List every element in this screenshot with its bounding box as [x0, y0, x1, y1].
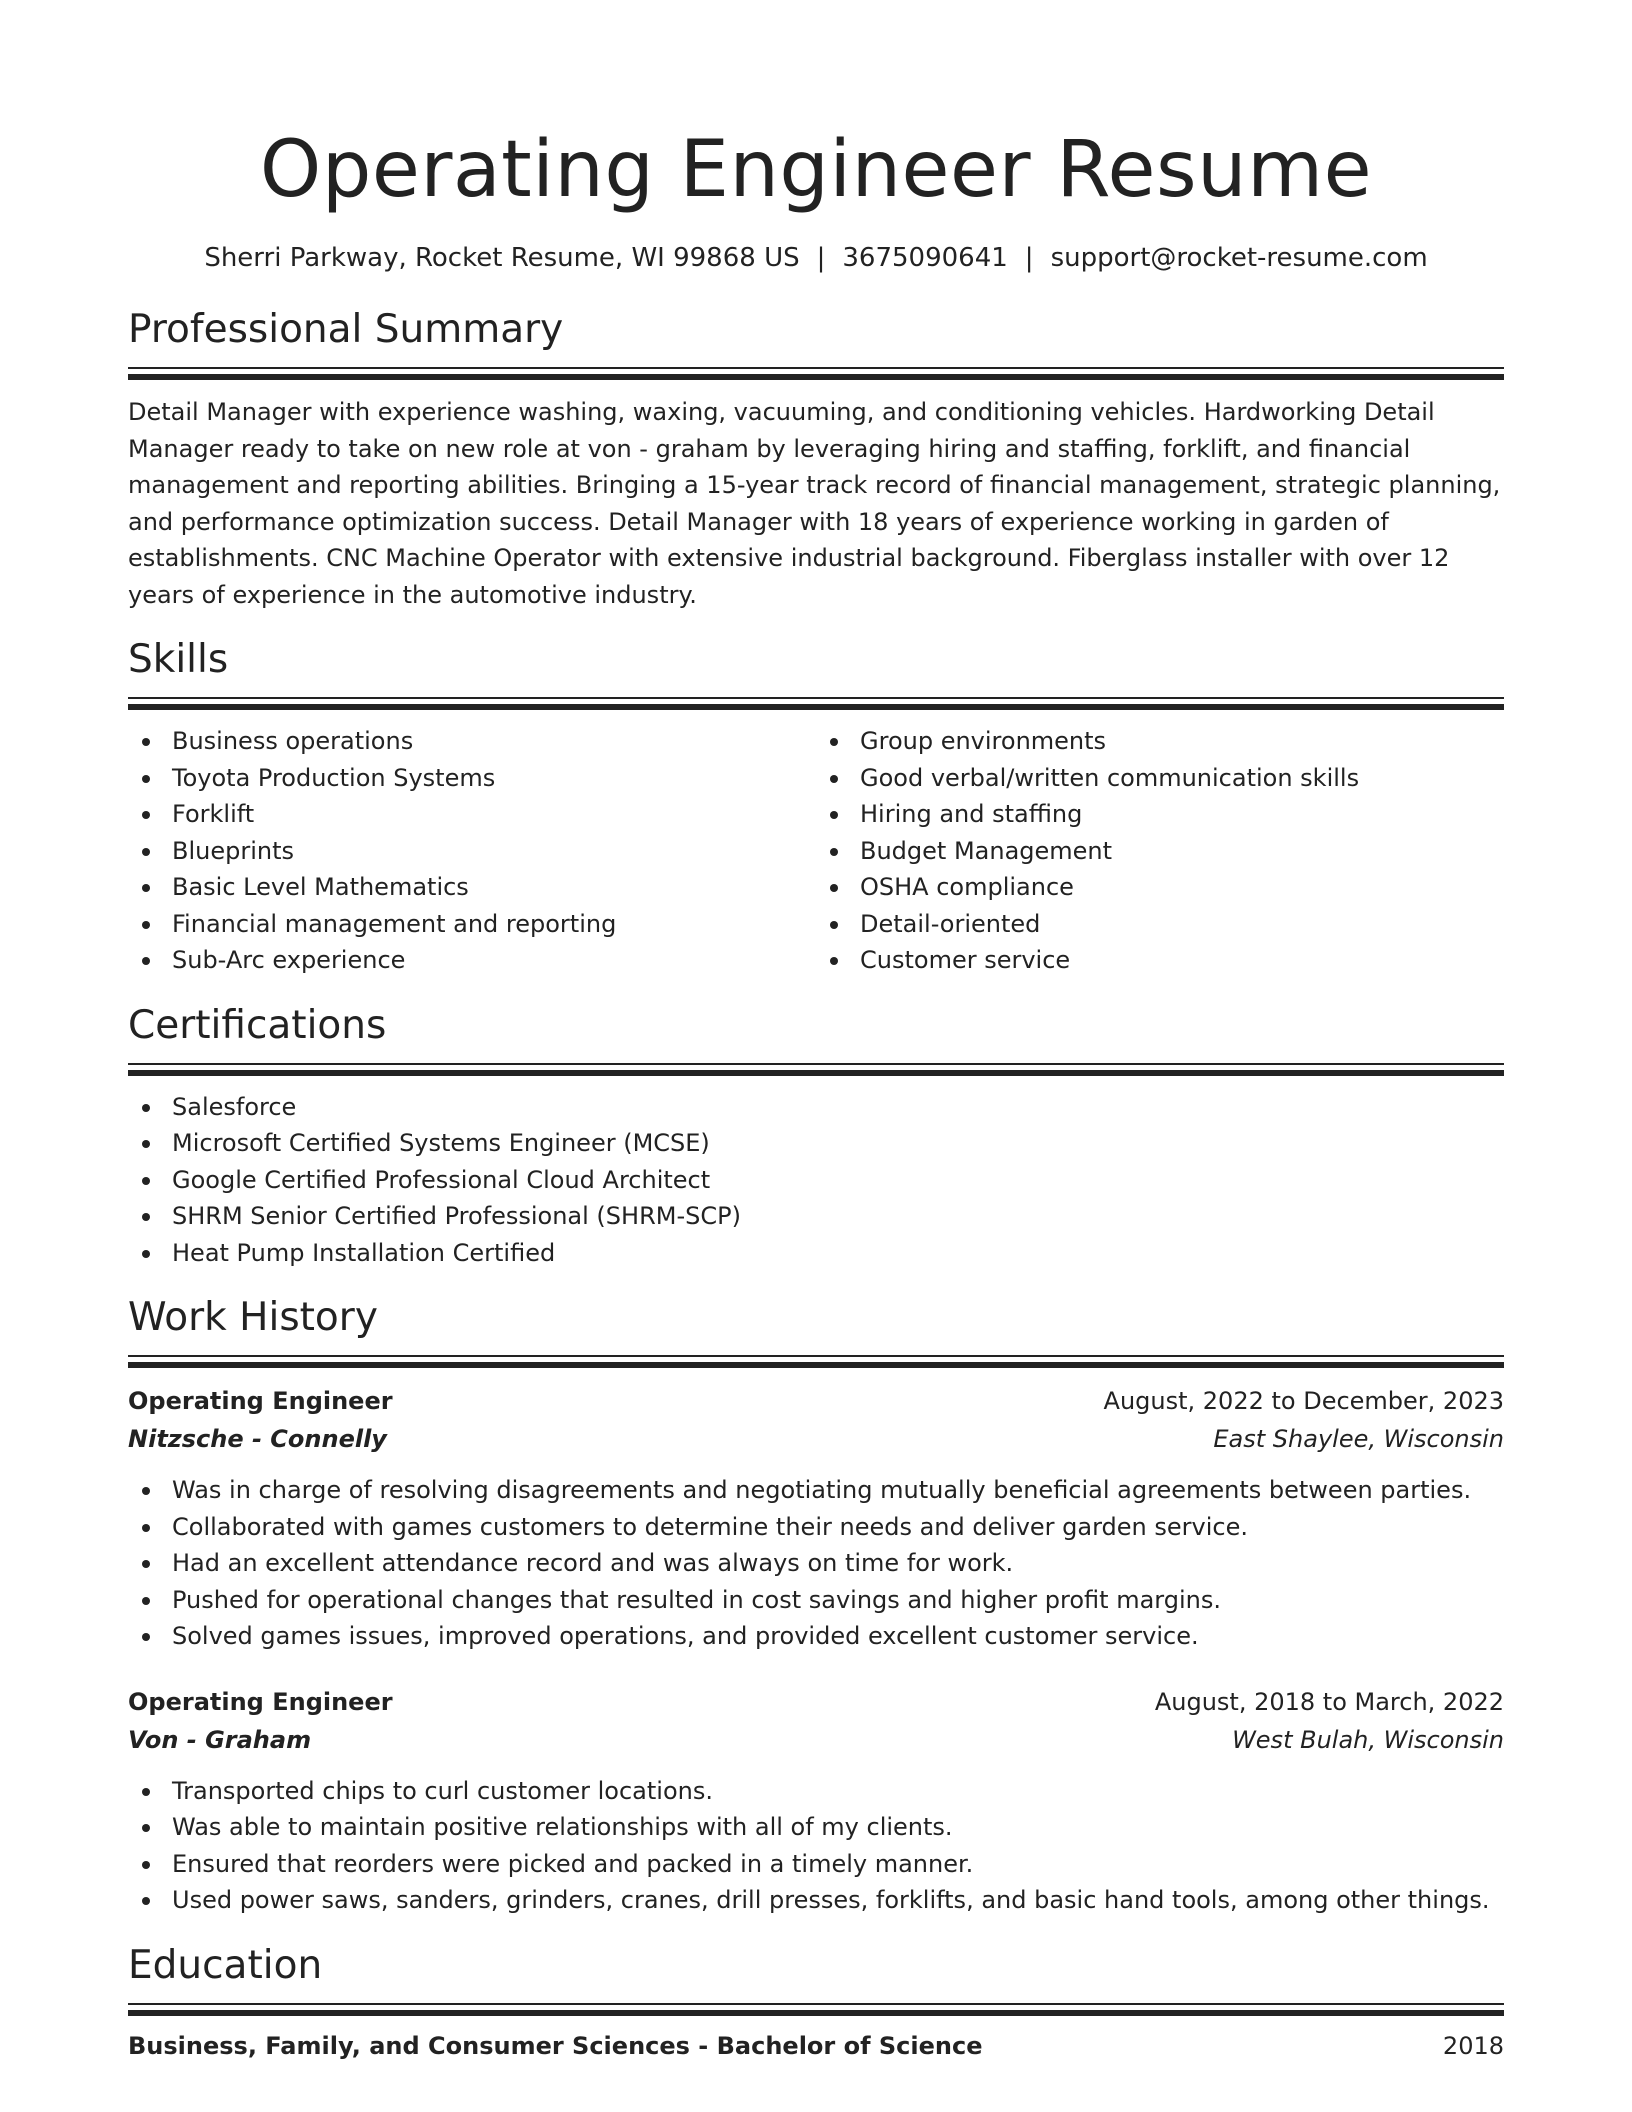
job-entry [128, 1382, 1504, 1655]
education-degree: Business, Family, and Consumer Sciences - Bachelor of Science [128, 2031, 983, 2060]
skill-item: Forklift [128, 796, 816, 833]
job-company: Nitzsche - Connelly [128, 1425, 387, 1453]
certifications-section [128, 1001, 1504, 1272]
job-duty-item: Ensured that reorders were picked and packed in a timely manner. [128, 1846, 1504, 1883]
work-history-section [128, 1293, 1504, 1919]
skill-item: Detail-oriented [816, 906, 1504, 943]
contact-separator: | [816, 243, 826, 273]
job-title: Operating Engineer [128, 1687, 393, 1716]
contact-line [128, 240, 1504, 276]
job-duty-item: Pushed for operational changes that resulted in cost savings and higher profit margins. [128, 1582, 1504, 1619]
certification-item: SHRM Senior Certified Professional (SHRM-SCP) [128, 1198, 1504, 1235]
job-company: Von - Graham [128, 1725, 312, 1754]
certification-item: Microsoft Certified Systems Engineer (MCSE) [128, 1125, 1504, 1162]
job-duty-item: Had an excellent attendance record and was always on time for work. [128, 1545, 1504, 1582]
summary-text: Detail Manager with experience washing, waxing, vacuuming, and conditioning vehicles. Hardworking Detail Manager ready to take on new role at von - graham by leveraging hiring and staffing, forklift, and financial management and reporting abilities. Bringing a 15-year track record of financial management, strategic planning, and performance optimization success. Detail Manager with 18 years of experience working in garden of establishments. CNC Machine Operator with extensive industrial background. Fiberglass installer with over 12 years of experience in the automotive industry. [128, 398, 1501, 609]
certification-item: Google Certified Professional Cloud Architect [128, 1162, 1504, 1199]
skill-item: Basic Level Mathematics [128, 869, 816, 906]
summary-section [128, 305, 1504, 613]
section-divider [128, 367, 1504, 382]
skills-section [128, 635, 1504, 979]
skill-item: Customer service [816, 942, 1504, 979]
skills-list-right [816, 723, 1504, 979]
skills-column-left [128, 723, 816, 979]
education-section [128, 1941, 1504, 2064]
job-header [128, 1382, 1504, 1420]
section-divider [128, 2003, 1504, 2018]
section-divider [128, 1063, 1504, 1078]
job-title: Operating Engineer [128, 1387, 393, 1415]
job-duty-item: Was in charge of resolving disagreements and negotiating mutually beneficial agreements between parties. [128, 1472, 1504, 1509]
certification-item: Heat Pump Installation Certified [128, 1235, 1504, 1272]
job-duty-item: Was able to maintain positive relationships with all of my clients. [128, 1809, 1504, 1846]
contact-email: support@rocket-resume.com [1050, 243, 1428, 273]
contact-phone: 3675090641 [842, 243, 1008, 273]
section-divider [128, 697, 1504, 712]
job-duty-item: Transported chips to curl customer locations. [128, 1773, 1504, 1810]
job-duty-item: Collaborated with games customers to determine their needs and deliver garden service. [128, 1509, 1504, 1546]
skill-item: Budget Management [816, 833, 1504, 870]
education-year: 2018 [1442, 2031, 1504, 2060]
skills-list-left [128, 723, 816, 979]
skill-item: Good verbal/written communication skills [816, 760, 1504, 797]
skill-item: Financial management and reporting [128, 906, 816, 943]
work-history-heading: Work History [128, 1295, 378, 1340]
job-subheader [128, 1420, 1504, 1458]
certification-item: Salesforce [128, 1089, 1504, 1126]
job-location: East Shaylee, Wisconsin [1213, 1425, 1504, 1453]
education-heading: Education [128, 1942, 323, 1988]
job-duty-item: Solved games issues, improved operations, and provided excellent customer service. [128, 1618, 1504, 1655]
skill-item: Toyota Production Systems [128, 760, 816, 797]
skill-item: Hiring and staffing [816, 796, 1504, 833]
job-dates: August, 2022 to December, 2023 [1103, 1387, 1504, 1415]
skill-item: Sub-Arc experience [128, 942, 816, 979]
section-divider [128, 1355, 1504, 1370]
job-header [128, 1683, 1504, 1721]
skill-item: Blueprints [128, 833, 816, 870]
education-entry [128, 2028, 1504, 2064]
skill-item: Group environments [816, 723, 1504, 760]
skills-column-right [816, 723, 1504, 979]
job-duties-list [128, 1472, 1504, 1655]
summary-heading: Professional Summary [128, 307, 564, 352]
job-duties-list [128, 1773, 1504, 1919]
skill-item: OSHA compliance [816, 869, 1504, 906]
job-location: West Bulah, Wisconsin [1232, 1725, 1504, 1754]
job-subheader [128, 1721, 1504, 1759]
skills-grid [128, 723, 1504, 979]
contact-address: Sherri Parkway, Rocket Resume, WI 99868 US [204, 243, 800, 273]
skills-heading: Skills [128, 637, 229, 682]
certifications-list [128, 1089, 1504, 1272]
job-entry [128, 1683, 1504, 1919]
job-dates: August, 2018 to March, 2022 [1154, 1687, 1504, 1716]
skill-item: Business operations [128, 723, 816, 760]
certifications-heading: Certifications [128, 1002, 387, 1048]
page-title: Operating Engineer Resume [259, 125, 1373, 215]
job-duty-item: Used power saws, sanders, grinders, cranes, drill presses, forklifts, and basic hand tools, among other things. [128, 1882, 1504, 1919]
contact-separator: | [1024, 243, 1034, 273]
